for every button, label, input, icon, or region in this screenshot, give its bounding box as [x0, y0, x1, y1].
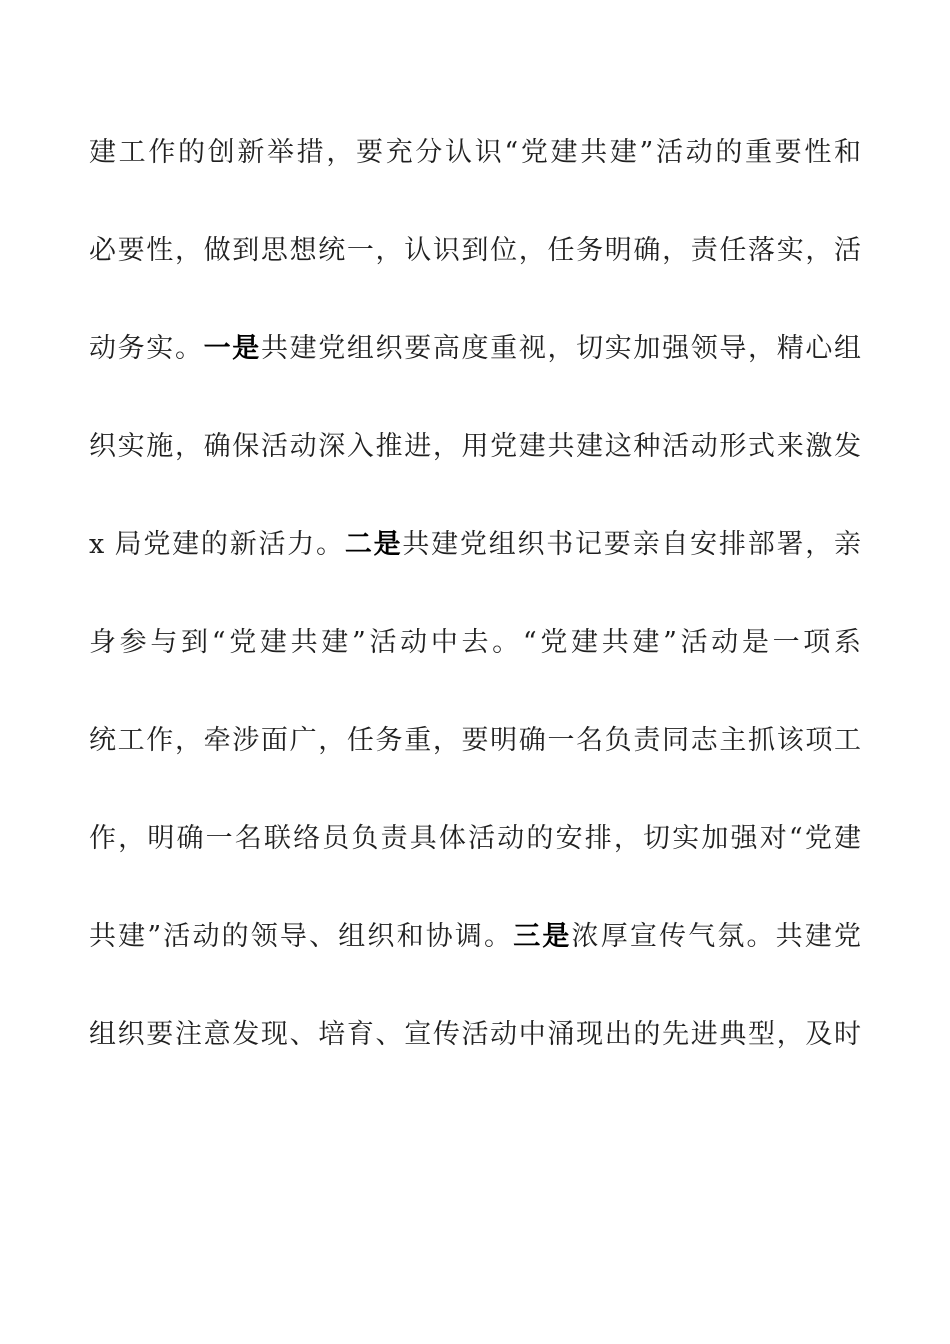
text-segment: 共建”活动的领导、组织和协调。 — [89, 921, 514, 952]
text-line — [89, 226, 861, 275]
text-segment: 织实施，确保活动深入推进，用党建共建这种活动形式来激发 — [89, 431, 861, 462]
text-segment: 必要性，做到思想统一，认识到位，任务明确，责任落实，活 — [89, 235, 861, 266]
text-line — [89, 716, 861, 765]
text-line — [89, 520, 861, 569]
text-segment: 作，明确一名联络员负责具体活动的安排，切实加强对“党建 — [89, 823, 861, 854]
text-segment: 动务实。 — [89, 333, 204, 364]
bold-keyword-one: 一是 — [203, 333, 261, 364]
text-line — [89, 618, 861, 667]
text-line — [89, 324, 861, 373]
text-segment: 组织要注意发现、培育、宣传活动中涌现出的先进典型，及时 — [89, 1019, 861, 1050]
text-segment: 身参与到“党建共建”活动中去。“党建共建”活动是一项系 — [89, 627, 861, 658]
text-segment: 建工作的创新举措，要充分认识“党建共建”活动的重要性和 — [89, 137, 861, 168]
text-segment: 共建党组织书记要亲自安排部署，亲 — [402, 529, 861, 560]
text-segment: 共建党组织要高度重视，切实加强领导，精心组 — [260, 333, 861, 364]
text-segment: 浓厚宣传气氛。共建党 — [571, 921, 861, 952]
text-line — [89, 814, 861, 863]
bold-keyword-two: 二是 — [344, 529, 403, 560]
text-line — [89, 912, 861, 961]
text-line — [89, 422, 861, 471]
body-text — [89, 128, 861, 1059]
text-segment: 统工作，牵涉面广，任务重，要明确一名负责同志主抓该项工 — [89, 725, 861, 756]
text-line — [89, 128, 861, 177]
bold-keyword-three: 三是 — [513, 921, 572, 952]
text-segment: x 局党建的新活力。 — [89, 529, 345, 560]
text-line — [89, 1010, 861, 1059]
